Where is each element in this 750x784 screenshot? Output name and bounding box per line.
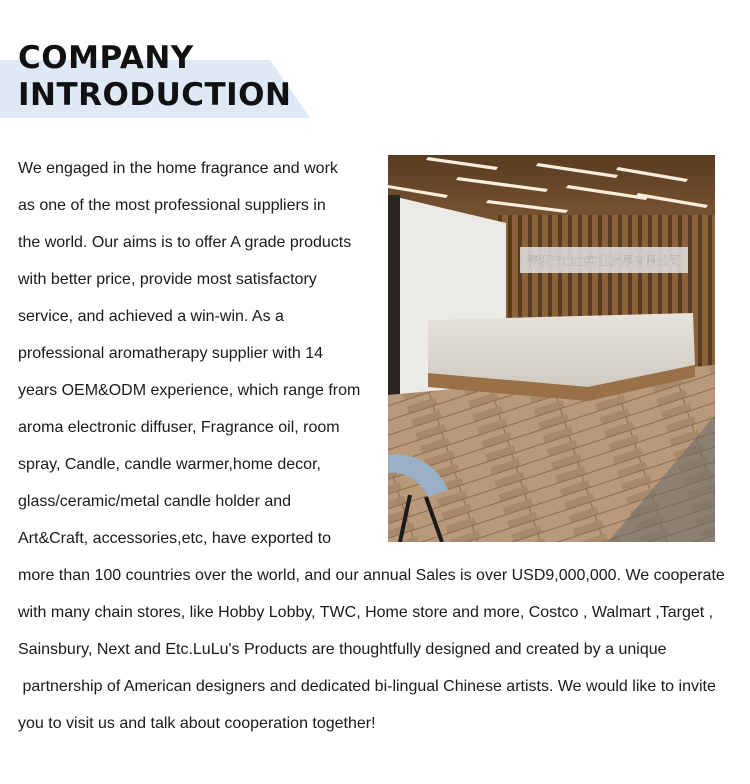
intro-line: service, and achieved a win-win. As a bbox=[18, 308, 284, 325]
page-title bbox=[18, 40, 291, 114]
intro-line: We engaged in the home fragrance and work bbox=[18, 160, 338, 177]
intro-line: partnership of American designers and dedicated bi-lingual Chinese artists. We would like to invite bbox=[18, 678, 716, 695]
intro-line: glass/ceramic/metal candle holder and bbox=[18, 493, 292, 510]
intro-line: as one of the most professional suppliers in bbox=[18, 197, 326, 214]
wall-sign-text: 深圳市□□实业发展有限公司 bbox=[526, 254, 682, 268]
intro-line: Sainsbury, Next and Etc.LuLu's Products are thoughtfully designed and created by a unique bbox=[18, 641, 667, 658]
intro-line: professional aromatherapy supplier with 14 bbox=[18, 345, 324, 362]
intro-line: more than 100 countries over the world, and our annual Sales is over USD9,000,000. We cooperate bbox=[18, 567, 725, 584]
intro-line: Art&Craft, accessories,etc, have exported to bbox=[18, 530, 332, 547]
office-reception-photo bbox=[388, 155, 715, 542]
intro-line: aroma electronic diffuser, Fragrance oil, room bbox=[18, 419, 340, 436]
intro-line: you to visit us and talk about cooperation together! bbox=[18, 715, 376, 732]
intro-line: spray, Candle, candle warmer,home decor, bbox=[18, 456, 321, 473]
title-line-1: COMPANY bbox=[18, 40, 194, 76]
intro-line: the world. Our aims is to offer A grade products bbox=[18, 234, 352, 251]
title-line-2: INTRODUCTION bbox=[18, 77, 292, 113]
intro-line: years OEM&ODM experience, which range from bbox=[18, 382, 361, 399]
intro-line: with many chain stores, like Hobby Lobby, TWC, Home store and more, Costco , Walmart ,Target , bbox=[18, 604, 714, 621]
intro-line: with better price, provide most satisfactory bbox=[18, 271, 317, 288]
